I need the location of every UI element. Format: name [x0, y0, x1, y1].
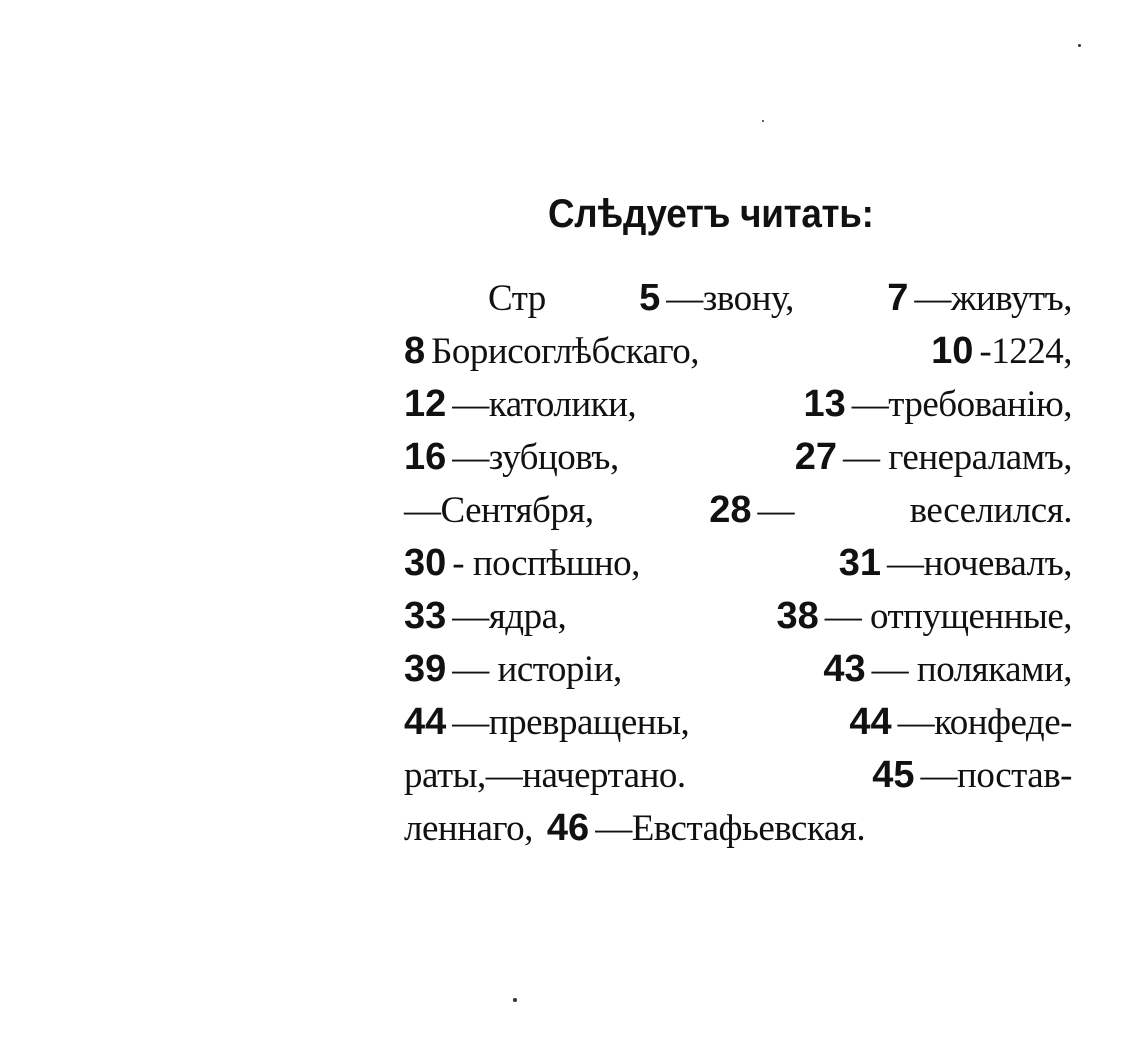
corrected-word: — отпущенные,: [824, 596, 1072, 637]
page-number: 27: [794, 436, 837, 478]
corrected-word: Борисоглѣбскаго,: [431, 331, 700, 372]
errata-line: [404, 484, 1072, 537]
corrected-word: - поспѣшно,: [452, 543, 640, 584]
errata-line: [404, 696, 1072, 749]
errata-line: [404, 378, 1072, 431]
corrected-word: — исторіи,: [452, 649, 622, 690]
corrected-word: —звону,: [666, 278, 794, 319]
errata-entry: [872, 749, 1072, 802]
page-number: 38: [776, 595, 819, 637]
errata-entry: [404, 431, 619, 484]
corrected-word: —конфеде-: [897, 702, 1072, 743]
corrected-word: —требованію,: [851, 384, 1072, 425]
corrected-word: —католики,: [452, 384, 637, 425]
page-number: 10: [931, 330, 974, 372]
errata-entry: [404, 378, 636, 431]
page-number: 39: [404, 648, 447, 690]
page-number: 43: [823, 648, 866, 690]
page-number: 44: [404, 701, 447, 743]
corrected-word: —живутъ,: [914, 278, 1072, 319]
errata-entry: [404, 325, 699, 378]
errata-entry: [849, 696, 1072, 749]
corrected-word: веселился.: [909, 490, 1072, 531]
errata-line: [404, 802, 1072, 855]
errata-line: [404, 537, 1072, 590]
corrected-word: -1224,: [979, 331, 1072, 372]
corrected-word: Стр: [488, 278, 546, 319]
corrected-word: —зубцовъ,: [452, 437, 619, 478]
errata-entry: [404, 696, 689, 749]
errata-entry: [887, 272, 1072, 325]
errata-line: [404, 325, 1072, 378]
errata-entry: [404, 590, 566, 643]
errata-line: [404, 749, 1072, 802]
errata-entry: [404, 749, 686, 802]
page-number: 33: [404, 595, 447, 637]
errata-entry: [839, 537, 1072, 590]
page-number: 46: [546, 807, 590, 849]
corrected-word: —постав-: [920, 755, 1072, 796]
corrected-word: — генераламъ,: [842, 437, 1072, 478]
page-number: 8: [404, 330, 426, 372]
errata-heading: Слѣдуетъ читать:: [548, 192, 874, 236]
corrected-word: —ночевалъ,: [887, 543, 1072, 584]
errata-line: [404, 590, 1072, 643]
errata-entry: [639, 272, 794, 325]
errata-entry: [488, 272, 546, 325]
corrected-word: раты,—начертано.: [404, 755, 686, 796]
corrected-word: —: [757, 490, 795, 531]
errata-entry: [709, 484, 794, 537]
page-number: 31: [838, 542, 882, 584]
errata-entry: [795, 431, 1072, 484]
errata-entry: [803, 378, 1072, 431]
page-number: 30: [404, 542, 447, 584]
corrected-word: — поляками,: [871, 649, 1072, 690]
errata-entry: [404, 643, 622, 696]
errata-entry: [547, 802, 865, 855]
errata-entry: [776, 590, 1072, 643]
errata-entry: [910, 484, 1072, 537]
errata-entry: [931, 325, 1072, 378]
errata-line: [404, 272, 1072, 325]
page-number: 44: [849, 701, 892, 743]
ink-speck: [513, 998, 517, 1002]
errata-line: [404, 431, 1072, 484]
errata-entry: [823, 643, 1072, 696]
page-number: 28: [709, 489, 752, 531]
corrected-word: —превращены,: [452, 702, 690, 743]
corrected-word: —ядра,: [452, 596, 567, 637]
page-number: 5: [639, 277, 661, 319]
ink-speck: [1078, 44, 1081, 47]
corrected-word: —Сентября,: [404, 490, 594, 531]
corrected-word: —Евстафьевская.: [595, 808, 866, 849]
errata-list: [404, 272, 1072, 855]
page-number: 13: [803, 383, 846, 425]
corrected-word: леннаго,: [404, 808, 533, 849]
page-number: 16: [404, 436, 447, 478]
page-number: 12: [404, 383, 447, 425]
page-number: 7: [887, 277, 909, 319]
errata-line: [404, 643, 1072, 696]
errata-entry: [404, 537, 640, 590]
errata-entry: [404, 484, 594, 537]
ink-speck: [762, 120, 764, 122]
errata-entry: [404, 802, 533, 855]
page-number: 45: [872, 754, 915, 796]
